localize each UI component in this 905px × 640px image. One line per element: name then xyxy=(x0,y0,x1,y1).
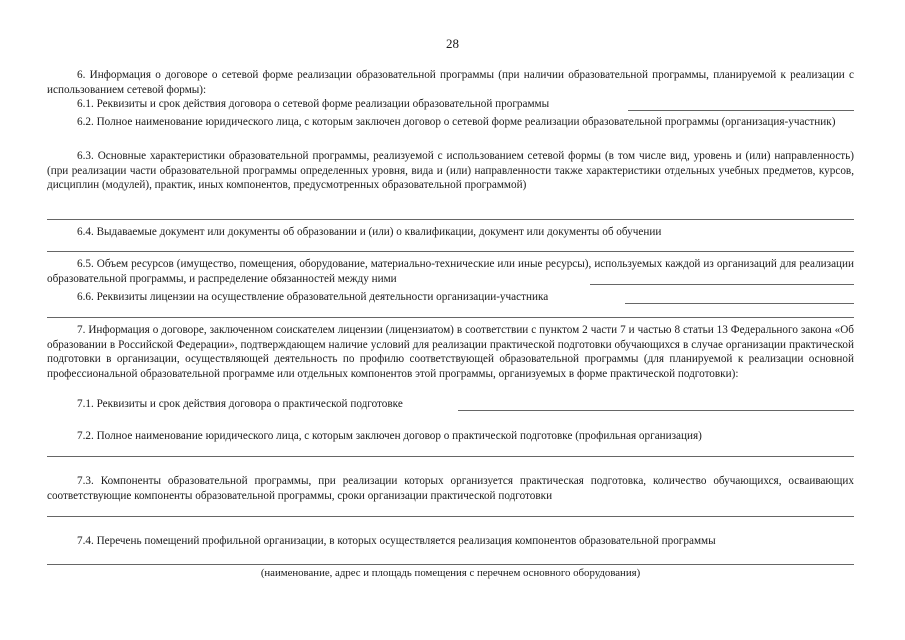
section-6-6-fill-line-2 xyxy=(47,317,854,318)
section-6-3-text: 6.3. Основные характеристики образовательной программы, реализуемой с использованием сетевой формы (в том числе вид, уровень и (или) направленность) (при реализации части образовательной программы определенных уровня, вида и (или) направленности также характеристики отдельных учебных предметов, курсов, дисциплин (модулей), практик, иных компонентов, предусмотренных образовательной программой) xyxy=(47,150,854,191)
section-6-4-fill-line xyxy=(47,251,854,252)
section-7-intro: 7. Информация о договоре, заключенном соискателем лицензии (лицензиатом) в соответствии с пунктом 2 части 7 и частью 8 статьи 13 Федерального закона «Об образовании в Российской Федерации», подтверждающем наличие условий для реализации практической подготовки обучающихся в случае организации практической подготовки в организации, осуществляющей деятельность по профилю соответствующей образовательной программы (для планируемой к реализации основной профессиональной образовательной программе или отдельных компонентов этой программы, организуемых в форме практической подготовки): xyxy=(47,324,854,380)
section-6-intro: 6. Информация о договоре о сетевой форме реализации образовательной программы (при наличии образовательной программы, планируемой к реализации с использованием сетевой формы): xyxy=(47,69,854,96)
section-7-3-text: 7.3. Компоненты образовательной программы, при реализации которых организуется практическая подготовка, количество обучающихся, осваивающих соответствующие компоненты образовательной программы, сроки организации практической подготовки xyxy=(47,475,854,502)
section-6-6-text: 6.6. Реквизиты лицензии на осуществление образовательной деятельности организации-участника xyxy=(77,291,549,303)
section-7-4-text: 7.4. Перечень помещений профильной организации, в которых осуществляется реализация компонентов образовательной программы xyxy=(77,535,716,547)
section-6-5-text: 6.5. Объем ресурсов (имущество, помещения, оборудование, материально-технические или иные ресурсы), используемых каждой из организаций для реализации образовательной программы, и распределение обязанностей между ними xyxy=(47,258,854,285)
section-7-4-fill-line xyxy=(47,564,854,565)
page-number: 28 xyxy=(446,36,459,51)
section-7-2-text: 7.2. Полное наименование юридического лица, с которым заключен договор о практической подготовке (профильная организация) xyxy=(77,430,702,442)
section-7-3-fill-line xyxy=(47,516,854,517)
section-7-1-fill-line xyxy=(458,410,854,411)
section-6-1-text: 6.1. Реквизиты и срок действия договора о сетевой форме реализации образовательной программы xyxy=(77,98,550,110)
section-7-2-fill-line xyxy=(47,456,854,457)
section-7-1-text: 7.1. Реквизиты и срок действия договора о практической подготовке xyxy=(77,398,403,410)
section-6-3-fill-line xyxy=(47,219,854,220)
section-6-5-fill-line xyxy=(590,284,854,285)
section-7-4-caption: (наименование, адрес и площадь помещения с перечнем основного оборудования) xyxy=(260,567,641,579)
section-6-4-text: 6.4. Выдаваемые документ или документы об образовании и (или) о квалификации, документ или документы об обучении xyxy=(77,226,662,238)
section-6-2-text: 6.2. Полное наименование юридического лица, с которым заключен договор о сетевой форме реализации образовательной программы (организация-участник) xyxy=(77,116,836,128)
section-6-1-fill-line xyxy=(628,110,854,111)
section-6-6-fill-line xyxy=(625,303,854,304)
